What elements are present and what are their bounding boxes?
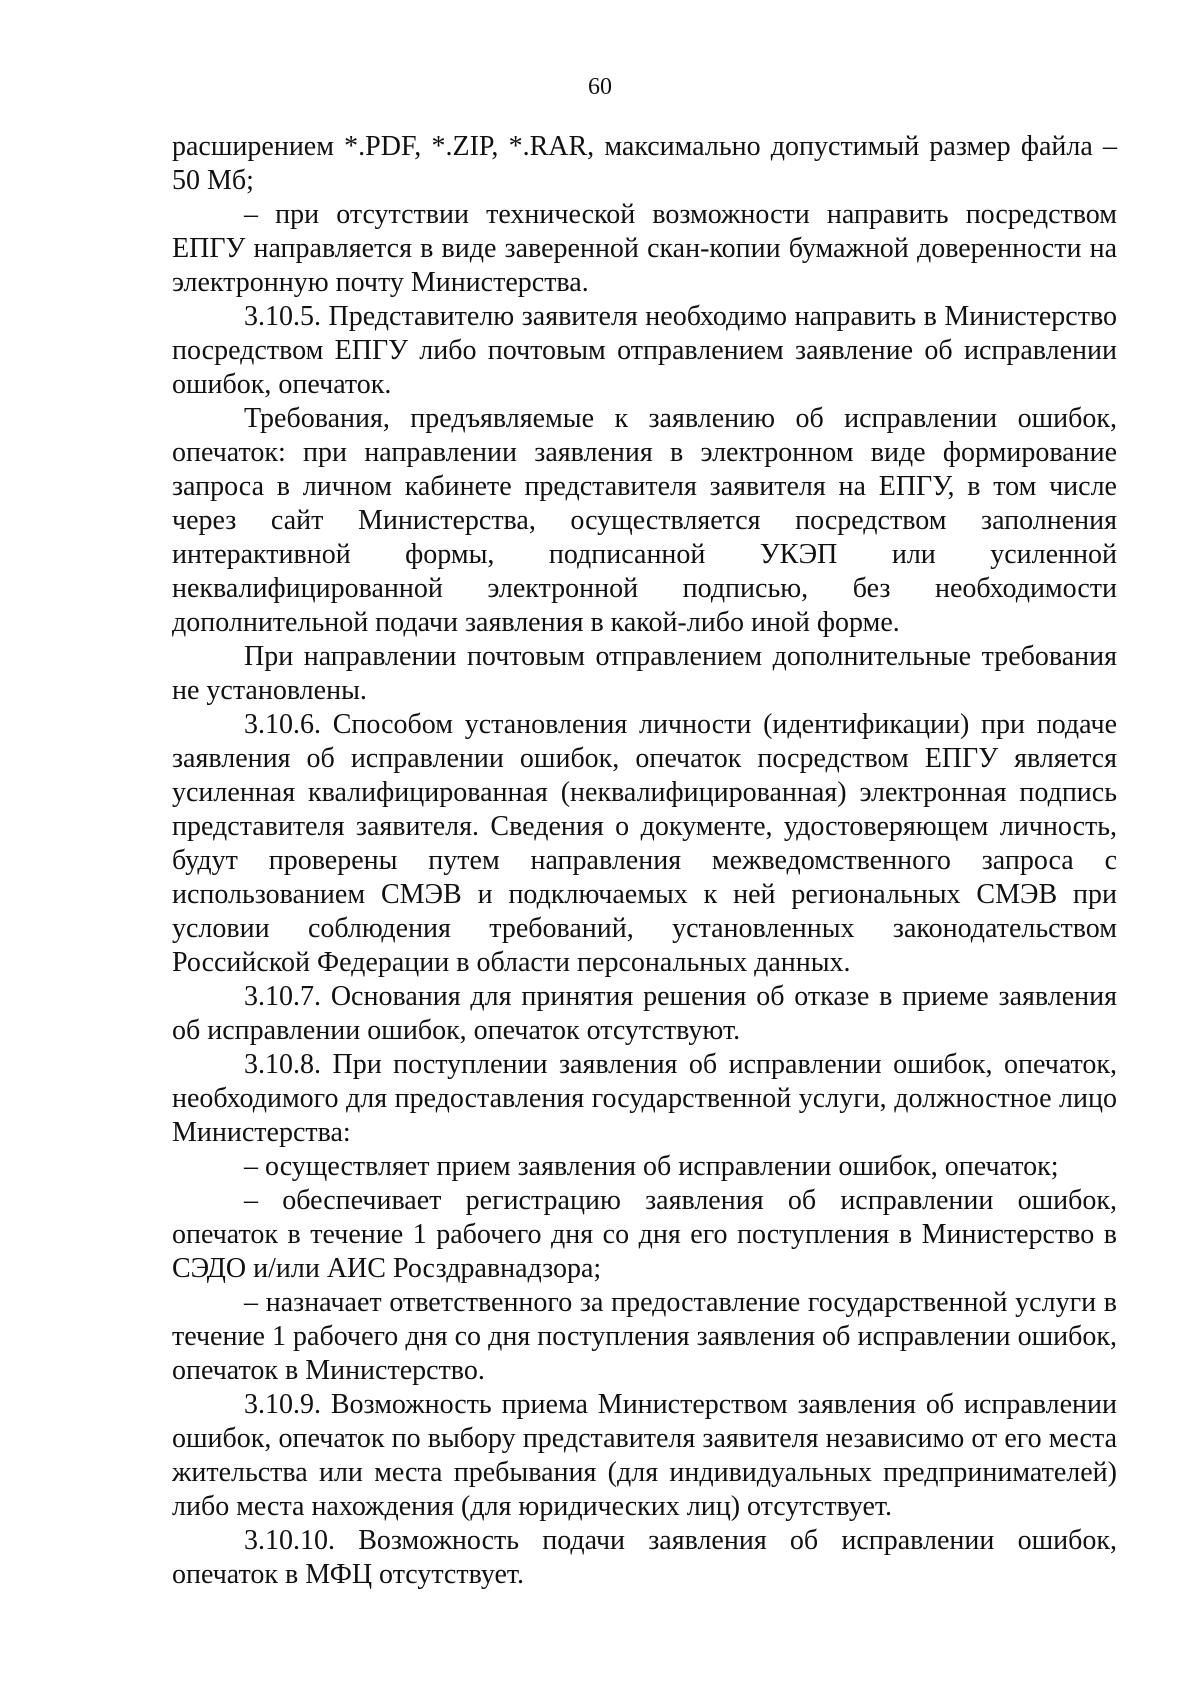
paragraph-list-item: – осуществляет прием заявления об исправлении ошибок, опечаток; — [244, 1151, 1059, 1182]
page-number: 60 — [588, 74, 612, 100]
paragraph-3-10-5: 3.10.5. Представителю заявителя необходимо направить в Министерство посредством ЕПГУ либо почтовым отправлением заявление об исправлении ошибок, опечаток. — [172, 301, 1117, 400]
paragraph-postal: При направлении почтовым отправлением дополнительные требования не установлены. — [172, 641, 1117, 706]
paragraph-3-10-7: 3.10.7. Основания для принятия решения об отказе в приеме заявления об исправлении ошибок, опечаток отсутствуют. — [172, 981, 1117, 1046]
paragraph-3-10-9: 3.10.9. Возможность приема Министерством заявления об исправлении ошибок, опечаток по выбору представителя заявителя независимо от его места жительства или места пребывания (для индивидуальных предпринимателей) либо места нахождения (для юридических лиц) отсутствует. — [172, 1389, 1117, 1522]
paragraph-3-10-6: 3.10.6. Способом установления личности (идентификации) при подаче заявления об исправлении ошибок, опечаток посредством ЕПГУ является усиленная квалифицированная (неквалифицированная) электронная подпись представителя заявителя. Сведения о документе, удостоверяющем личность, будут проверены путем направления межведомственного запроса с использованием СМЭВ и подключаемых к ней региональных СМЭВ при условии соблюдения требований, установленных законодательством Российской Федерации в области персональных данных. — [172, 709, 1117, 978]
paragraph-list-item: – обеспечивает регистрацию заявления об исправлении ошибок, опечаток в течение 1 рабочего дня со дня его поступления в Министерство в СЭДО и/или АИС Росздравнадзора; — [172, 1185, 1117, 1284]
paragraph-continuation: расширением *.PDF, *.ZIP, *.RAR, максимально допустимый размер файла – 50 Мб; — [172, 131, 1117, 196]
paragraph-requirements: Требования, предъявляемые к заявлению об исправлении ошибок, опечаток: при направлении заявления в электронном виде формирование запроса в личном кабинете представителя заявителя на ЕПГУ, в том числе через сайт Министерства, осуществляется посредством заполнения интерактивной формы, подписанной УКЭП или усиленной неквалифицированной электронной подписью, без необходимости дополнительной подачи заявления в какой-либо иной форме. — [172, 403, 1117, 638]
paragraph-3-10-10: 3.10.10. Возможность подачи заявления об исправлении ошибок, опечаток в МФЦ отсутствует. — [172, 1525, 1117, 1590]
paragraph-3-10-8: 3.10.8. При поступлении заявления об исправлении ошибок, опечаток, необходимого для предоставления государственной услуги, должностное лицо Министерства: — [172, 1049, 1117, 1148]
paragraph-list-item: – назначает ответственного за предоставление государственной услуги в течение 1 рабочего дня со дня поступления заявления об исправлении ошибок, опечаток в Министерство. — [172, 1287, 1117, 1386]
paragraph-list-item: – при отсутствии технической возможности направить посредством ЕПГУ направляется в виде заверенной скан-копии бумажной доверенности на электронную почту Министерства. — [172, 199, 1117, 298]
document-body — [172, 130, 1117, 1592]
